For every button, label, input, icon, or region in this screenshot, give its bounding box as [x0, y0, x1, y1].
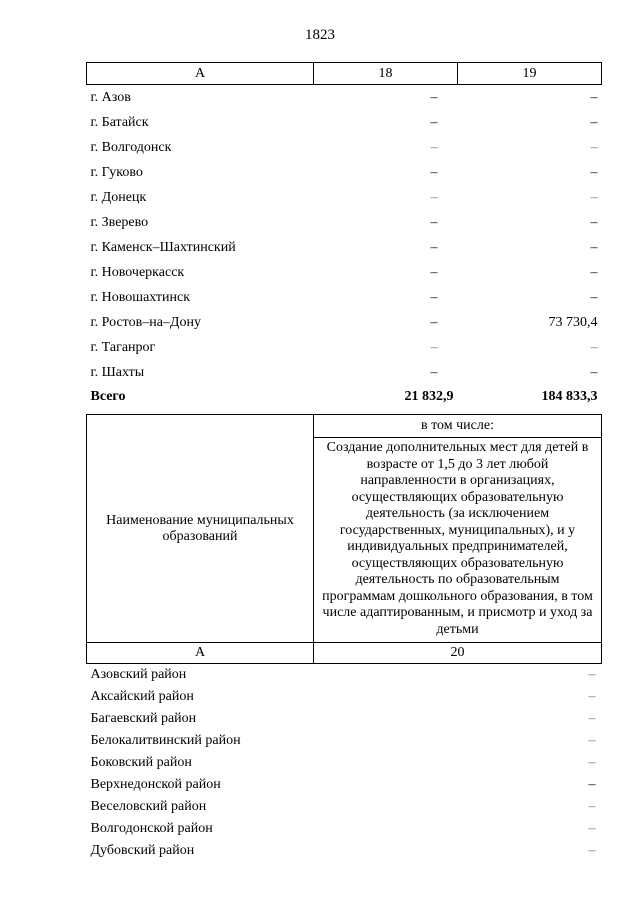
table-row — [87, 752, 602, 774]
code-col-20: 20 — [314, 643, 602, 664]
municipality-name: г. Каменск–Шахтинский — [90, 239, 236, 255]
district-name: Багаевский район — [90, 711, 197, 726]
table-row — [87, 210, 602, 235]
value-col-20: – — [588, 821, 596, 836]
municipality-name: г. Волгодонск — [90, 139, 172, 155]
table-row — [87, 310, 602, 335]
table-row — [87, 664, 602, 687]
total-row — [87, 385, 602, 409]
table-row — [87, 85, 602, 111]
value-col-19: – — [590, 164, 598, 180]
page-number: 1823 — [305, 27, 335, 43]
value-col-18: – — [430, 364, 438, 380]
table-row — [87, 110, 602, 135]
value-col-19: – — [590, 139, 598, 155]
value-col-20: – — [588, 799, 596, 814]
district-name: Азовский район — [90, 667, 187, 682]
value-col-20: – — [588, 667, 596, 682]
value-col-19: – — [590, 89, 598, 105]
value-col-19: 73 730,4 — [548, 314, 598, 330]
value-col-18: – — [430, 264, 438, 280]
total-value-18: 21 832,9 — [404, 389, 454, 404]
total-value-19: 184 833,3 — [541, 389, 598, 404]
municipality-name: г. Гуково — [90, 164, 143, 180]
value-col-18: – — [430, 289, 438, 305]
district-name: Верхнедонской район — [90, 777, 221, 792]
value-col-18: – — [430, 339, 438, 355]
value-col-19: – — [590, 114, 598, 130]
header-in-total: в том числе: — [314, 415, 602, 438]
value-col-20: – — [588, 755, 596, 770]
table-row — [87, 360, 602, 385]
table-row — [87, 818, 602, 840]
municipality-name: г. Донецк — [90, 189, 147, 205]
header-col-a: А — [87, 63, 314, 85]
district-name: Боковский район — [90, 755, 192, 770]
value-col-18: – — [430, 239, 438, 255]
code-row — [87, 643, 602, 664]
district-name: Дубовский район — [90, 843, 195, 858]
value-col-19: – — [590, 189, 598, 205]
value-col-20: – — [588, 843, 596, 858]
header-col-19: 19 — [458, 63, 602, 85]
value-col-19: – — [590, 214, 598, 230]
header-municipality-name: Наименование муниципальных образований — [87, 415, 314, 643]
table-header-row — [87, 63, 602, 85]
municipality-name: г. Таганрог — [90, 339, 156, 355]
table-row — [87, 135, 602, 160]
municipality-name: г. Новочеркасск — [90, 264, 185, 280]
value-col-20: – — [588, 711, 596, 726]
table-row — [87, 730, 602, 752]
table-row — [87, 185, 602, 210]
value-col-18: – — [430, 214, 438, 230]
value-col-19: – — [590, 364, 598, 380]
value-col-20: – — [588, 777, 596, 792]
header-col-18: 18 — [314, 63, 458, 85]
district-name: Белокалитвинский район — [90, 733, 241, 748]
district-name: Веселовский район — [90, 799, 207, 814]
table-row — [87, 235, 602, 260]
value-col-19: – — [590, 339, 598, 355]
total-label: Всего — [90, 389, 126, 404]
table-row — [87, 840, 602, 862]
value-col-19: – — [590, 264, 598, 280]
value-col-19: – — [590, 239, 598, 255]
table-row — [87, 335, 602, 360]
district-name: Аксайский район — [90, 689, 194, 704]
municipality-name: г. Батайск — [90, 114, 149, 130]
municipality-name: г. Новошахтинск — [90, 289, 191, 305]
value-col-20: – — [588, 733, 596, 748]
value-col-19: – — [590, 289, 598, 305]
funding-table-cities — [86, 62, 602, 409]
table-row — [87, 774, 602, 796]
table-row — [87, 796, 602, 818]
value-col-18: – — [430, 139, 438, 155]
table-row — [87, 160, 602, 185]
code-col-a: А — [87, 643, 314, 664]
value-col-18: – — [430, 164, 438, 180]
value-col-18: – — [430, 114, 438, 130]
funding-table-districts — [86, 414, 602, 862]
table-row — [87, 285, 602, 310]
municipality-name: г. Ростов–на–Дону — [90, 314, 201, 330]
value-col-18: – — [430, 89, 438, 105]
value-col-18: – — [430, 189, 438, 205]
table-row — [87, 686, 602, 708]
table-row — [87, 260, 602, 285]
table-row — [87, 708, 602, 730]
district-name: Волгодонской район — [90, 821, 213, 836]
header-col-20-description: Создание дополнительных мест для детей в возрасте от 1,5 до 3 лет любой направленности в организациях, осуществляющих образовательную деятельность (за исключением государственных, муниципальных), и у индивидуальных предпринимателей, осуществляющих образовательную деятельность по образовательным программам дошкольного образования, в том числе адаптированным, и присмотр и уход за детьми — [314, 438, 602, 643]
municipality-name: г. Шахты — [90, 364, 145, 380]
value-col-20: – — [588, 689, 596, 704]
municipality-name: г. Азов — [90, 89, 131, 105]
value-col-18: – — [430, 314, 438, 330]
municipality-name: г. Зверево — [90, 214, 149, 230]
